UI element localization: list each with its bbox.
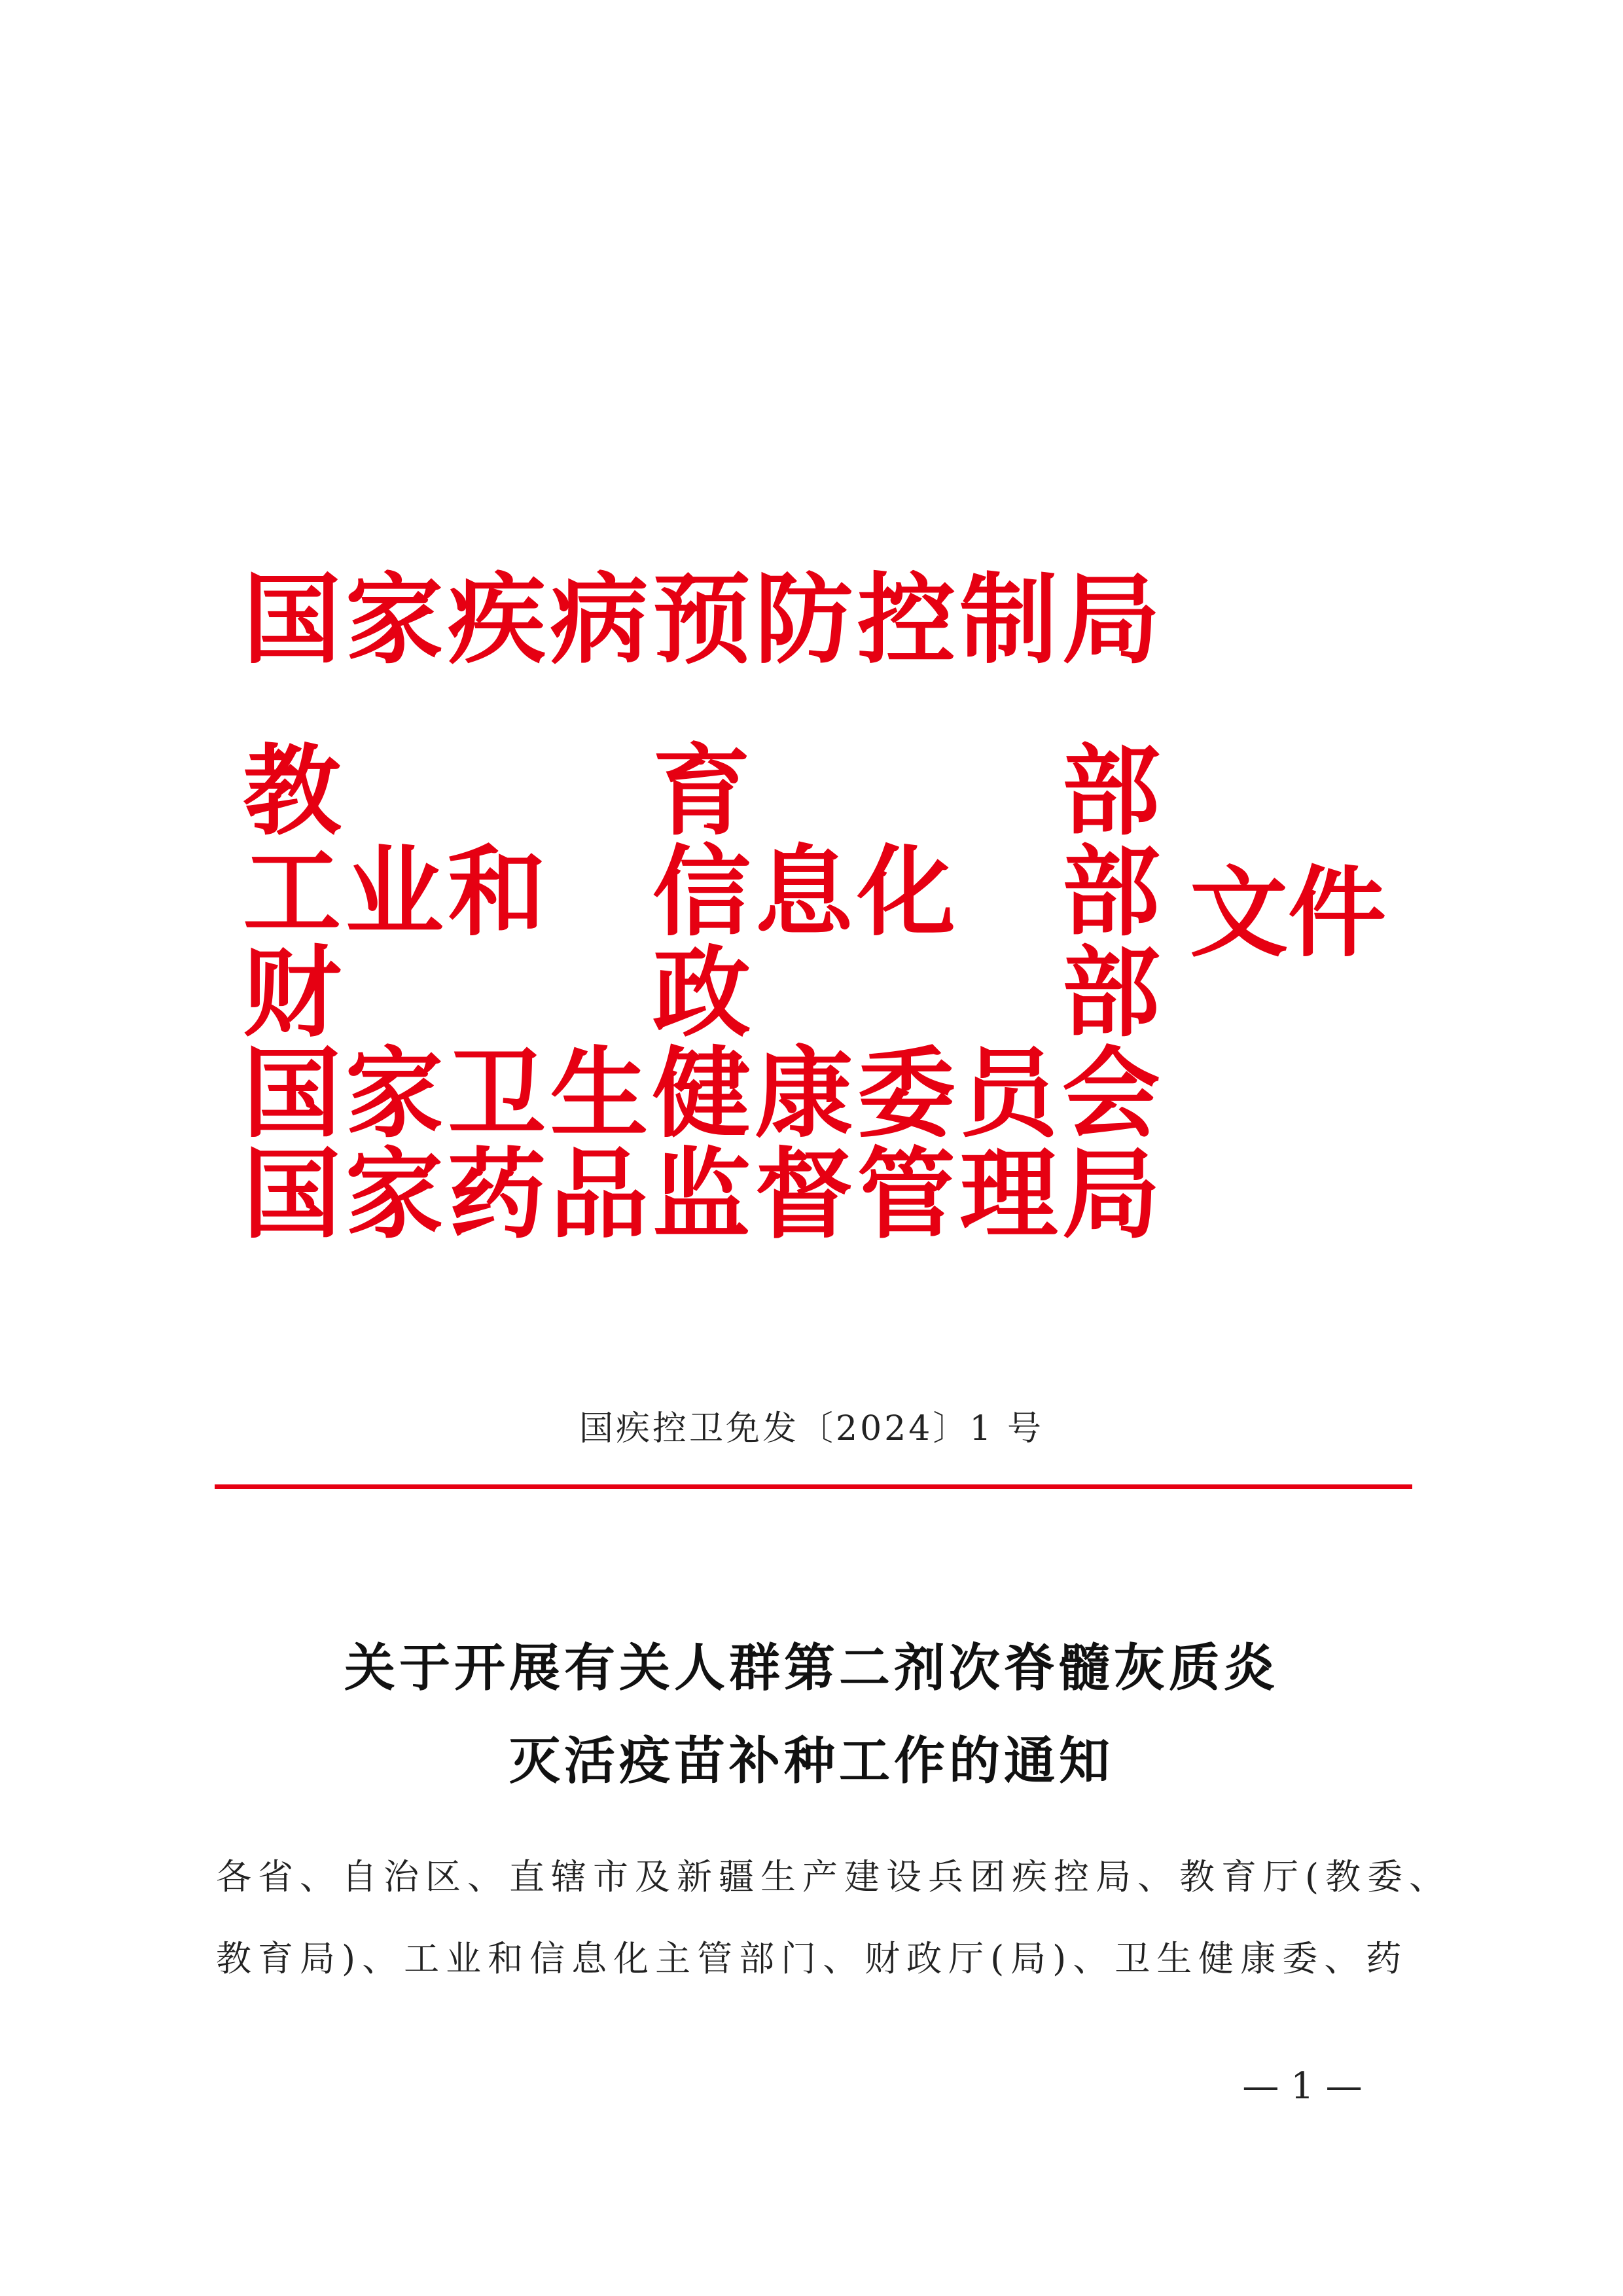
issuer-row-disease-control <box>241 564 1162 675</box>
issuer-char: 化 <box>857 834 955 950</box>
issuer-char: 监 <box>652 1137 751 1252</box>
document-title-line-2: 灭活疫苗补种工作的通知 <box>508 1731 1114 1791</box>
issuer-char: 国 <box>243 562 342 677</box>
issuer-char <box>343 741 445 842</box>
issuer-char: 工 <box>243 834 342 950</box>
issuer-row-education <box>241 734 1162 849</box>
issuer-char <box>753 741 855 842</box>
issuer-char: 品 <box>550 1137 649 1252</box>
issuer-char: 预 <box>652 562 751 677</box>
issuer-char <box>957 741 1060 842</box>
issuer-char <box>446 942 548 1043</box>
issuer-char: 家 <box>345 1036 444 1151</box>
issuer-char <box>548 741 650 842</box>
issuer-char <box>753 942 855 1043</box>
issuer-char: 国 <box>243 1137 342 1252</box>
issuer-char: 财 <box>243 935 342 1050</box>
issuer-char: 家 <box>345 1137 444 1252</box>
issuer-char: 局 <box>1061 562 1160 677</box>
issuer-char <box>446 741 548 842</box>
issuer-char: 部 <box>1061 734 1160 849</box>
issuer-char: 政 <box>652 935 751 1050</box>
issuer-char <box>855 741 957 842</box>
document-number: 国疾控卫免发〔2024〕1 号 <box>579 1409 1044 1448</box>
issuer-char: 信 <box>652 834 751 950</box>
issuer-char: 督 <box>755 1137 853 1252</box>
issuer-char <box>957 942 1060 1043</box>
issuer-char: 管 <box>857 1137 955 1252</box>
issuer-row-industry <box>241 834 1162 950</box>
issuer-char <box>548 942 650 1043</box>
issuer-row-finance <box>241 935 1162 1050</box>
red-separator-line <box>215 1484 1412 1489</box>
header-suffix-wenjian: 文件 <box>1190 855 1387 971</box>
issuer-char: 制 <box>959 562 1058 677</box>
issuer-char: 家 <box>345 562 444 677</box>
issuer-char: 员 <box>959 1036 1058 1151</box>
issuer-char: 局 <box>1061 1137 1160 1252</box>
issuer-char: 卫 <box>448 1036 546 1151</box>
issuer-char: 疾 <box>448 562 546 677</box>
issuer-char <box>343 942 445 1043</box>
issuer-row-drug-administration <box>241 1137 1162 1252</box>
issuer-char: 药 <box>448 1137 546 1252</box>
issuer-char: 委 <box>857 1036 955 1151</box>
issuer-char: 国 <box>243 1036 342 1151</box>
addressee-line-2: 教育局)、工业和信息化主管部门、财政厅(局)、卫生健康委、药 <box>216 1938 1408 1979</box>
issuer-char: 教 <box>243 734 342 849</box>
issuer-char <box>548 842 650 942</box>
issuer-char: 防 <box>755 562 853 677</box>
issuer-char: 理 <box>959 1137 1058 1252</box>
issuer-char: 部 <box>1061 935 1160 1050</box>
issuer-char: 病 <box>550 562 649 677</box>
issuer-char: 息 <box>755 834 853 950</box>
issuing-authorities-header <box>241 562 1162 1252</box>
addressee-line-1: 各省、自治区、直辖市及新疆生产建设兵团疾控局、教育厅(教委、 <box>216 1856 1452 1897</box>
issuer-char: 健 <box>652 1036 751 1151</box>
issuer-char: 育 <box>652 734 751 849</box>
issuer-char: 和 <box>448 834 546 950</box>
issuer-char <box>855 942 957 1043</box>
issuer-char: 康 <box>755 1036 853 1151</box>
issuer-char <box>957 842 1060 942</box>
issuer-row-health-commission <box>241 1036 1162 1151</box>
issuer-char: 控 <box>857 562 955 677</box>
page-number: — 1 — <box>1242 2065 1363 2108</box>
issuer-char: 生 <box>550 1036 649 1151</box>
issuer-char: 会 <box>1061 1036 1160 1151</box>
issuer-char: 业 <box>345 834 444 950</box>
document-title-line-1: 关于开展有关人群第二剂次脊髓灰质炎 <box>344 1638 1279 1698</box>
issuer-char: 部 <box>1061 834 1160 950</box>
